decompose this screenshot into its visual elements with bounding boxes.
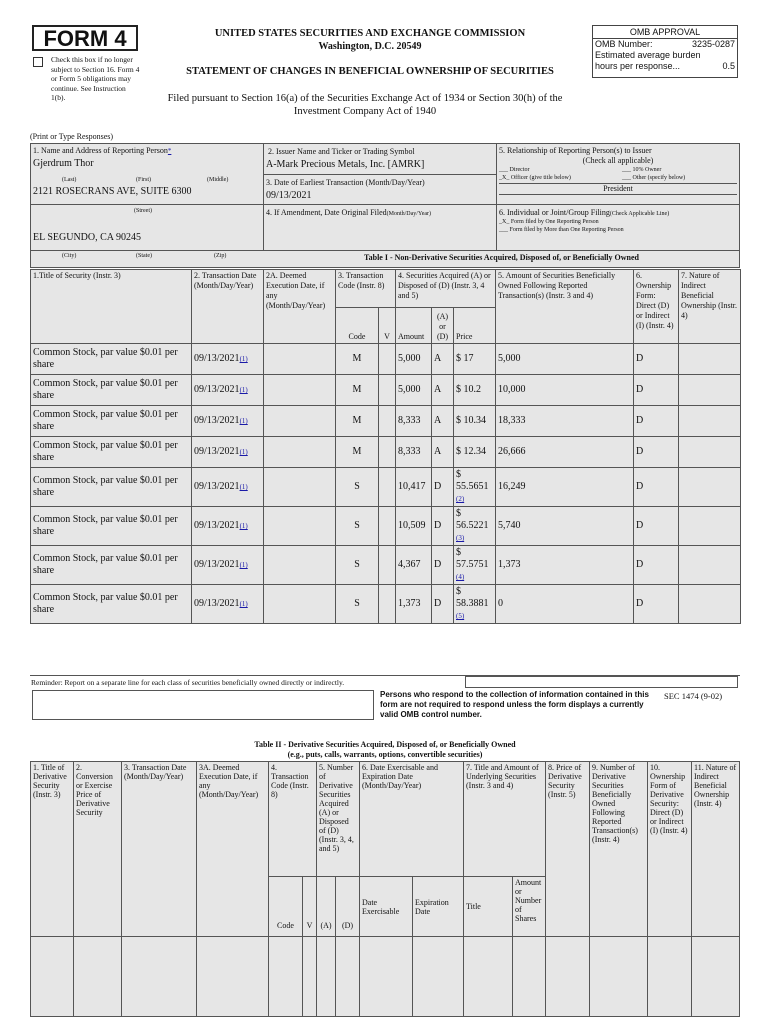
row-price: $ 10.34 (454, 406, 496, 437)
row-title: Common Stock, par value $0.01 per share (31, 406, 192, 437)
reporting-person-name: Gjerdrum Thor (33, 158, 94, 169)
t2-header-date: 3. Transaction Date (Month/Day/Year) (122, 762, 197, 937)
row-date: 09/13/2021(1) (192, 507, 264, 546)
earliest-date: 09/13/2021 (266, 190, 312, 201)
row-form: D (634, 437, 679, 468)
row-form: D (634, 585, 679, 624)
row-price: $ 55.5651 (2) (454, 468, 496, 507)
t2-sub-date-exercisable: Date Exercisable (360, 877, 413, 937)
row-title: Common Stock, par value $0.01 per share (31, 437, 192, 468)
t1-sub-v: V (379, 308, 396, 344)
row-deemed (264, 468, 336, 507)
table2-derivative (30, 761, 740, 1017)
amendment-label: 4. If Amendment, Date Original Filed(Month/Day/Year) (266, 208, 432, 217)
t2-header-deemed: 3A. Deemed Execution Date, if any (Month/Day/Year) (197, 762, 269, 937)
t2-header-form: 10. Ownership Form of Derivative Security: Direct (D) or Indirect (I) (Instr. 4) (648, 762, 692, 937)
row-owned: 5,740 (496, 507, 634, 546)
t2-header-owned: 9. Number of Derivative Securities Beneficially Owned Following Reported Transaction(s) (Instr. 4) (590, 762, 648, 937)
footnote-link[interactable]: (1) (239, 600, 248, 608)
row-code: M (336, 344, 379, 375)
table-row (31, 375, 741, 406)
row-nature (679, 468, 741, 507)
street-label: (Street) (134, 208, 152, 214)
t2-sub-code: Code (269, 877, 303, 937)
row-title: Common Stock, par value $0.01 per share (31, 585, 192, 624)
footnote-link[interactable]: (1) (239, 355, 248, 363)
row-deemed (264, 406, 336, 437)
row-amount: 4,367 (396, 546, 432, 585)
table1-non-derivative (30, 269, 741, 624)
rel-ten-percent: ___ 10% Owner (622, 167, 662, 173)
row-code: S (336, 546, 379, 585)
t1-sub-aord: (A) or (D) (432, 308, 454, 344)
omb-title: OMB APPROVAL (593, 26, 737, 39)
row-form: D (634, 507, 679, 546)
row-aord: D (432, 507, 454, 546)
city-label: (City) (62, 253, 77, 259)
form-title: FORM 4 (32, 25, 138, 51)
row-title: Common Stock, par value $0.01 per share (31, 507, 192, 546)
table-row (31, 344, 741, 375)
t2-header-underlying: 7. Title and Amount of Underlying Securities (Instr. 3 and 4) (464, 762, 546, 877)
row-v (379, 585, 396, 624)
rel-director: ___ Director (499, 167, 530, 173)
t2-header-number: 5. Number of Derivative Securities Acquired (A) or Disposed of (D) (Instr. 3, 4, and 5) (317, 762, 360, 877)
omb-number-label: OMB Number: (595, 39, 653, 49)
row-form: D (634, 546, 679, 585)
filed-pursuant-2: Investment Company Act of 1940 (293, 106, 437, 117)
row-nature (679, 406, 741, 437)
name-footnote-link[interactable]: * (167, 147, 172, 155)
reporting-street: 2121 ROSECRANS AVE, SUITE 6300 (33, 186, 192, 197)
row-nature (679, 437, 741, 468)
row-price: $ 57.5751 (4) (454, 546, 496, 585)
row-title: Common Stock, par value $0.01 per share (31, 375, 192, 406)
reporting-name-label: 1. Name and Address of Reporting Person* (33, 146, 172, 155)
t2-sub-a: (A) (317, 877, 336, 937)
last-label: (Last) (62, 177, 77, 183)
row-date: 09/13/2021(1) (192, 468, 264, 507)
sec-number: SEC 1474 (9-02) (664, 691, 723, 701)
row-date: 09/13/2021(1) (192, 406, 264, 437)
relationship-sub: (Check all applicable) (582, 156, 654, 165)
reminder-box-left (32, 690, 374, 720)
row-aord: D (432, 546, 454, 585)
row-deemed (264, 344, 336, 375)
print-type-note: (Print or Type Responses) (30, 132, 114, 141)
officer-title: President (499, 183, 737, 195)
footnote-link[interactable]: (1) (239, 483, 248, 491)
row-title: Common Stock, par value $0.01 per share (31, 344, 192, 375)
row-nature (679, 344, 741, 375)
row-aord: A (432, 344, 454, 375)
row-price: $ 17 (454, 344, 496, 375)
issuer-name: A-Mark Precious Metals, Inc. [AMRK] (266, 159, 425, 170)
table-row (31, 937, 740, 1017)
row-date: 09/13/2021(1) (192, 375, 264, 406)
row-code: S (336, 468, 379, 507)
row-owned: 5,000 (496, 344, 634, 375)
t1-header-code: 3. Transaction Code (Instr. 8) (336, 270, 396, 308)
table2-subtitle: (e.g., puts, calls, warrants, options, convertible securities) (287, 750, 483, 759)
row-deemed (264, 375, 336, 406)
t2-sub-title: Title (464, 877, 513, 937)
t2-sub-v: V (303, 877, 317, 937)
row-amount: 5,000 (396, 344, 432, 375)
row-v (379, 375, 396, 406)
row-aord: A (432, 437, 454, 468)
row-owned: 10,000 (496, 375, 634, 406)
row-code: S (336, 585, 379, 624)
t1-header-title: 1.Title of Security (Instr. 3) (31, 270, 192, 344)
filed-one-person: _X_ Form filed by One Reporting Person (499, 219, 599, 225)
footnote-link[interactable]: (1) (239, 448, 248, 456)
row-nature (679, 585, 741, 624)
table-row (31, 468, 741, 507)
footnote-link[interactable]: (2) (456, 495, 465, 503)
t2-sub-expiration: Expiration Date (413, 877, 464, 937)
row-form: D (634, 468, 679, 507)
row-owned: 18,333 (496, 406, 634, 437)
row-nature (679, 375, 741, 406)
reporting-city: EL SEGUNDO, CA 90245 (33, 232, 141, 243)
omb-burden: Estimated average burden (595, 50, 701, 60)
t1-header-owned: 5. Amount of Securities Beneficially Owned Following Reported Transaction(s) (Instr. 3 and 4) (496, 270, 634, 344)
row-amount: 8,333 (396, 406, 432, 437)
row-v (379, 507, 396, 546)
checkbox-text: Check this box if no longer subject to Section 16. Form 4 or Form 5 obligations may continue. See Instruction 1(b). (51, 55, 140, 102)
row-date: 09/13/2021(1) (192, 344, 264, 375)
row-v (379, 546, 396, 585)
t1-header-form: 6. Ownership Form: Direct (D) or Indirect (I) (Instr. 4) (634, 270, 679, 344)
reminder-box-right (465, 676, 738, 688)
footnote-link[interactable]: (4) (456, 573, 465, 581)
t2-sub-d: (D) (336, 877, 360, 937)
individual-filing-label: 6. Individual or Joint/Group Filing(Check Applicable Line) (499, 208, 670, 217)
agency-name: UNITED STATES SECURITIES AND EXCHANGE COMMISSION (214, 28, 526, 39)
row-aord: A (432, 375, 454, 406)
row-v (379, 344, 396, 375)
t2-header-code: 4. Transaction Code (Instr. 8) (269, 762, 317, 877)
row-v (379, 406, 396, 437)
agency-location: Washington, D.C. 20549 (318, 41, 422, 52)
footnote-link[interactable]: (1) (239, 561, 248, 569)
t1-sub-amount: Amount (396, 308, 432, 344)
row-title: Common Stock, par value $0.01 per share (31, 468, 192, 507)
row-owned: 16,249 (496, 468, 634, 507)
footnote-link[interactable]: (1) (239, 386, 248, 394)
rel-officer: _X_ Officer (give title below) (499, 175, 571, 181)
footnote-link[interactable]: (1) (239, 522, 248, 530)
row-deemed (264, 507, 336, 546)
row-date: 09/13/2021(1) (192, 437, 264, 468)
row-v (379, 468, 396, 507)
row-code: M (336, 375, 379, 406)
omb-approval-box (592, 25, 738, 78)
row-amount: 10,417 (396, 468, 432, 507)
row-date: 09/13/2021(1) (192, 546, 264, 585)
table-row (31, 507, 741, 546)
first-label: (First) (136, 177, 151, 183)
persons-notice: Persons who respond to the collection of information contained in this form are not required to respond unless the form displays a currently valid OMB control number. (380, 690, 649, 719)
row-price: $ 10.2 (454, 375, 496, 406)
row-nature (679, 507, 741, 546)
omb-hours: 0.5 (722, 61, 735, 71)
row-owned: 0 (496, 585, 634, 624)
row-price: $ 56.5221 (3) (454, 507, 496, 546)
row-aord: D (432, 585, 454, 624)
t1-header-deemed: 2A. Deemed Execution Date, if any (Month/Day/Year) (264, 270, 336, 344)
t2-header-price: 8. Price of Derivative Security (Instr. 5) (546, 762, 590, 937)
zip-label: (Zip) (214, 253, 227, 259)
row-price: $ 58.3881 (5) (454, 585, 496, 624)
footnote-link[interactable]: (5) (456, 612, 465, 620)
statement-title: STATEMENT OF CHANGES IN BENEFICIAL OWNERSHIP OF SECURITIES (186, 66, 554, 77)
state-label: (State) (136, 253, 152, 259)
filed-pursuant-1: Filed pursuant to Section 16(a) of the Securities Exchange Act of 1934 or Section 30(h) of the (167, 93, 563, 104)
reminder-text: Reminder: Report on a separate line for each class of securities beneficially owned directly or indirectly. (31, 678, 345, 687)
omb-number: 3235-0287 (691, 39, 735, 49)
t2-header-exercisable: 6. Date Exercisable and Expiration Date (Month/Day/Year) (360, 762, 464, 877)
table1-title: Table I - Non-Derivative Securities Acquired, Disposed of, or Beneficially Owned (364, 253, 639, 262)
row-nature (679, 546, 741, 585)
row-v (379, 437, 396, 468)
row-date: 09/13/2021(1) (192, 585, 264, 624)
row-deemed (264, 546, 336, 585)
row-form: D (634, 406, 679, 437)
footnote-link[interactable]: (3) (456, 534, 465, 542)
row-deemed (264, 585, 336, 624)
t1-header-date: 2. Transaction Date (Month/Day/Year) (192, 270, 264, 344)
t1-sub-price: Price (454, 308, 496, 344)
row-aord: A (432, 406, 454, 437)
t1-header-nature: 7. Nature of Indirect Beneficial Ownership (Instr. 4) (679, 270, 741, 344)
t1-sub-code: Code (336, 308, 379, 344)
t1-header-acquired: 4. Securities Acquired (A) or Disposed of (D) (Instr. 3, 4 and 5) (396, 270, 496, 308)
issuer-label: 2. Issuer Name and Ticker or Trading Symbol (268, 147, 415, 156)
filed-more-persons: ___ Form filed by More than One Reporting Person (499, 227, 624, 233)
row-form: D (634, 375, 679, 406)
row-code: M (336, 437, 379, 468)
row-title: Common Stock, par value $0.01 per share (31, 546, 192, 585)
footnote-link[interactable]: (1) (239, 417, 248, 425)
no-longer-subject-checkbox[interactable] (33, 57, 43, 67)
row-deemed (264, 437, 336, 468)
table-row (31, 546, 741, 585)
row-amount: 8,333 (396, 437, 432, 468)
row-price: $ 12.34 (454, 437, 496, 468)
row-owned: 26,666 (496, 437, 634, 468)
omb-hours-label: hours per response... (595, 61, 681, 71)
row-form: D (634, 344, 679, 375)
table-row (31, 406, 741, 437)
row-amount: 1,373 (396, 585, 432, 624)
middle-label: (Middle) (207, 177, 229, 183)
earliest-date-label: 3. Date of Earliest Transaction (Month/Day/Year) (266, 178, 425, 187)
t2-header-title: 1. Title of Derivative Security (Instr. 3) (31, 762, 74, 937)
table2-title: Table II - Derivative Securities Acquired, Disposed of, or Beneficially Owned (254, 740, 516, 749)
table-row (31, 585, 741, 624)
rel-other: ___ Other (specify below) (622, 175, 686, 181)
relationship-label: 5. Relationship of Reporting Person(s) to Issuer (499, 146, 652, 155)
row-owned: 1,373 (496, 546, 634, 585)
row-code: S (336, 507, 379, 546)
row-amount: 10,509 (396, 507, 432, 546)
t2-header-conversion: 2. Conversion or Exercise Price of Derivative Security (74, 762, 122, 937)
table-row (31, 437, 741, 468)
row-amount: 5,000 (396, 375, 432, 406)
row-aord: D (432, 468, 454, 507)
t2-sub-amount: Amount or Number of Shares (513, 877, 546, 937)
row-code: M (336, 406, 379, 437)
t2-header-nature: 11. Nature of Indirect Beneficial Ownership (Instr. 4) (692, 762, 740, 937)
